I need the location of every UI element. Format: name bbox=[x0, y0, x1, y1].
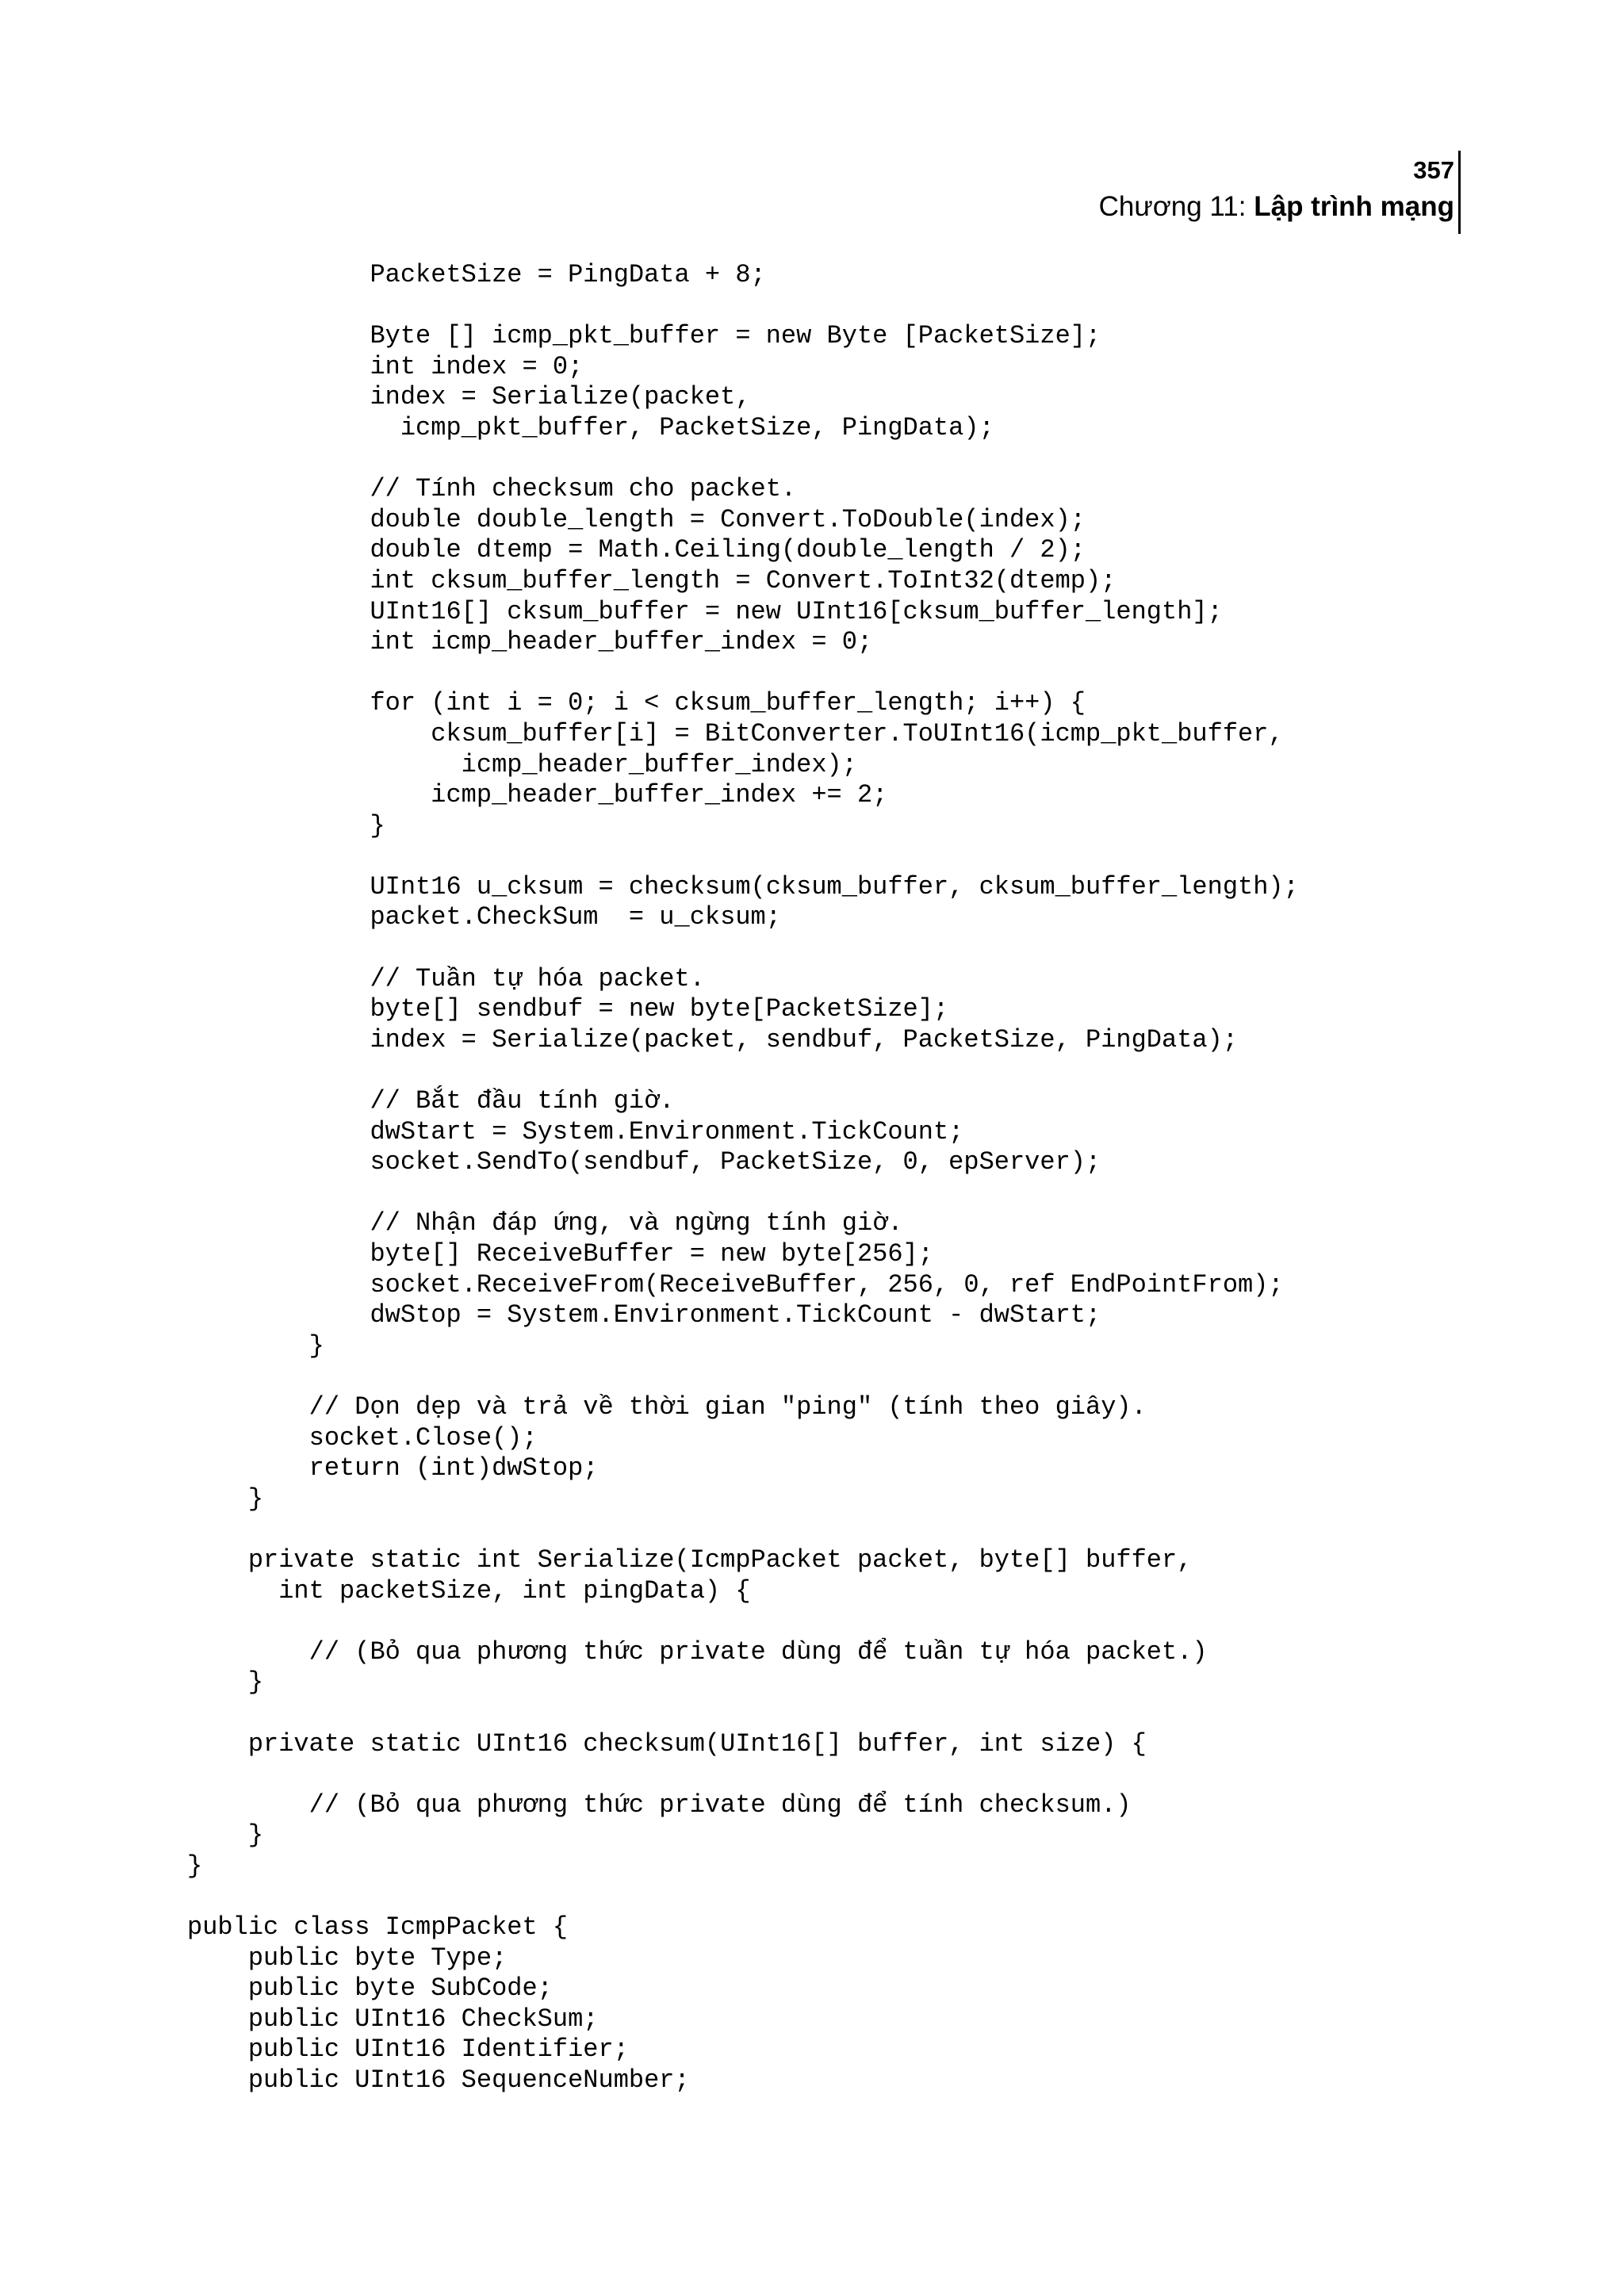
code-line: byte[] sendbuf = new byte[PacketSize]; bbox=[187, 994, 949, 1024]
code-line bbox=[187, 1361, 1299, 1392]
code-line bbox=[187, 658, 1299, 689]
code-line: dwStop = System.Environment.TickCount - dwStart; bbox=[187, 1300, 1101, 1330]
code-line bbox=[187, 1759, 1299, 1790]
code-line: icmp_header_buffer_index += 2; bbox=[187, 780, 888, 810]
chapter-prefix: Chương 11: bbox=[1098, 191, 1254, 222]
code-listing bbox=[187, 260, 1299, 2096]
code-line: public byte SubCode; bbox=[187, 1973, 553, 2004]
code-line: } bbox=[187, 1851, 203, 1881]
code-line bbox=[187, 291, 1299, 322]
code-line bbox=[187, 841, 1299, 872]
code-line: int cksum_buffer_length = Convert.ToInt32(dtemp); bbox=[187, 565, 1116, 595]
code-line: } bbox=[187, 1667, 264, 1698]
code-line: int index = 0; bbox=[187, 351, 584, 381]
code-line: } bbox=[187, 1483, 264, 1514]
code-line: icmp_pkt_buffer, PacketSize, PingData); bbox=[187, 412, 994, 442]
chapter-heading bbox=[1099, 186, 1454, 228]
header-divider bbox=[1458, 151, 1461, 234]
code-line: } bbox=[187, 1820, 264, 1851]
code-line: dwStart = System.Environment.TickCount; bbox=[187, 1116, 964, 1146]
code-line: // (Bỏ qua phương thức private dùng để tính checksum.) bbox=[187, 1790, 1132, 1820]
code-line: double double_length = Convert.ToDouble(index); bbox=[187, 504, 1086, 534]
code-line: Byte [] icmp_pkt_buffer = new Byte [PacketSize]; bbox=[187, 321, 1101, 351]
code-line: // (Bỏ qua phương thức private dùng để tuần tự hóa packet.) bbox=[187, 1636, 1208, 1667]
code-line bbox=[187, 1881, 1299, 1912]
code-line bbox=[187, 1698, 1299, 1729]
code-line: socket.Close(); bbox=[187, 1422, 538, 1453]
code-line bbox=[187, 933, 1299, 964]
code-line: public UInt16 Identifier; bbox=[187, 2035, 629, 2065]
code-line: UInt16[] cksum_buffer = new UInt16[cksum_buffer_length]; bbox=[187, 596, 1223, 626]
code-line: index = Serialize(packet, bbox=[187, 382, 751, 412]
code-line: packet.CheckSum = u_cksum; bbox=[187, 902, 781, 932]
code-line: // Nhận đáp ứng, và ngừng tính giờ. bbox=[187, 1208, 903, 1238]
code-line: public byte Type; bbox=[187, 1943, 508, 1973]
code-line: // Dọn dẹp và trả về thời gian "ping" (tính theo giây). bbox=[187, 1391, 1147, 1422]
page-header bbox=[1099, 155, 1454, 228]
code-line bbox=[187, 1514, 1299, 1545]
code-line: int icmp_header_buffer_index = 0; bbox=[187, 627, 873, 657]
code-line: index = Serialize(packet, sendbuf, PacketSize, PingData); bbox=[187, 1024, 1239, 1055]
code-line: PacketSize = PingData + 8; bbox=[187, 260, 766, 289]
code-line: socket.SendTo(sendbuf, PacketSize, 0, epServer); bbox=[187, 1147, 1101, 1177]
code-line: public class IcmpPacket { bbox=[187, 1912, 569, 1943]
code-line bbox=[187, 1055, 1299, 1086]
code-line: private static UInt16 checksum(UInt16[] buffer, int size) { bbox=[187, 1728, 1147, 1759]
code-line: private static int Serialize(IcmpPacket packet, byte[] buffer, bbox=[187, 1545, 1193, 1575]
code-line: socket.ReceiveFrom(ReceiveBuffer, 256, 0, ref EndPointFrom); bbox=[187, 1269, 1284, 1300]
code-line: for (int i = 0; i < cksum_buffer_length; i++) { bbox=[187, 688, 1086, 718]
code-line: public UInt16 CheckSum; bbox=[187, 2004, 599, 2034]
code-line bbox=[187, 444, 1299, 475]
code-line: } bbox=[187, 1330, 324, 1361]
code-line bbox=[187, 1606, 1299, 1637]
code-line: return (int)dwStop; bbox=[187, 1453, 599, 1483]
code-line: } bbox=[187, 810, 385, 840]
chapter-title: Lập trình mạng bbox=[1254, 191, 1454, 222]
code-line: // Tuần tự hóa packet. bbox=[187, 963, 705, 993]
code-line: int packetSize, int pingData) { bbox=[187, 1575, 751, 1606]
code-line: byte[] ReceiveBuffer = new byte[256]; bbox=[187, 1239, 933, 1269]
code-line: // Bắt đầu tính giờ. bbox=[187, 1086, 675, 1116]
code-line: // Tính checksum cho packet. bbox=[187, 474, 797, 504]
code-line: double dtemp = Math.Ceiling(double_length / 2); bbox=[187, 535, 1086, 565]
code-line: cksum_buffer[i] = BitConverter.ToUInt16(icmp_pkt_buffer, bbox=[187, 718, 1284, 748]
code-line: icmp_header_buffer_index); bbox=[187, 749, 857, 779]
code-line: public UInt16 SequenceNumber; bbox=[187, 2065, 690, 2096]
code-line bbox=[187, 1178, 1299, 1209]
code-line: UInt16 u_cksum = checksum(cksum_buffer, cksum_buffer_length); bbox=[187, 871, 1299, 902]
page-number: 357 bbox=[1413, 156, 1454, 184]
